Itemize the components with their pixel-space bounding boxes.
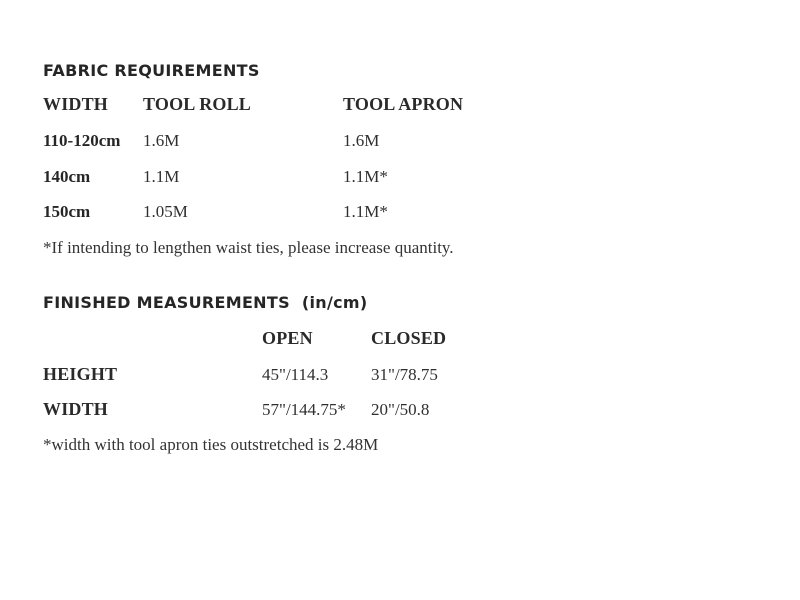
fabric-row-tool-roll: 1.1M (143, 167, 180, 186)
finished-row-closed: 31"/78.75 (371, 365, 438, 384)
finished-row-open: 57"/144.75* (262, 400, 346, 419)
finished-measurements-heading (43, 293, 368, 312)
fabric-row-tool-roll: 1.6M (143, 131, 180, 150)
fabric-header-tool-roll: TOOL ROLL (143, 94, 252, 114)
fabric-row-tool-apron: 1.6M (343, 131, 380, 150)
finished-measurements-units: (in/cm) (301, 293, 368, 312)
fabric-row-tool-apron: 1.1M* (343, 202, 388, 221)
finished-row-label: WIDTH (43, 399, 109, 419)
fabric-requirements-heading: FABRIC REQUIREMENTS (43, 61, 260, 80)
finished-row-closed: 20"/50.8 (371, 400, 430, 419)
finished-row-label: HEIGHT (43, 364, 118, 384)
fabric-row-width: 140cm (43, 167, 91, 186)
fabric-header-tool-apron: TOOL APRON (343, 94, 464, 114)
fabric-row-tool-apron: 1.1M* (343, 167, 388, 186)
finished-note: *width with tool apron ties outstretched is 2.48M (43, 435, 379, 454)
fabric-note: *If intending to lengthen waist ties, please increase quantity. (43, 238, 454, 257)
fabric-row-width: 110-120cm (43, 131, 121, 150)
finished-row-open: 45"/114.3 (262, 365, 329, 384)
fabric-header-width: WIDTH (43, 94, 109, 114)
finished-header-open: OPEN (262, 328, 313, 348)
fabric-row-tool-roll: 1.05M (143, 202, 188, 221)
finished-header-closed: CLOSED (371, 328, 447, 348)
finished-measurements-title: FINISHED MEASUREMENTS (43, 293, 290, 312)
fabric-row-width: 150cm (43, 202, 91, 221)
